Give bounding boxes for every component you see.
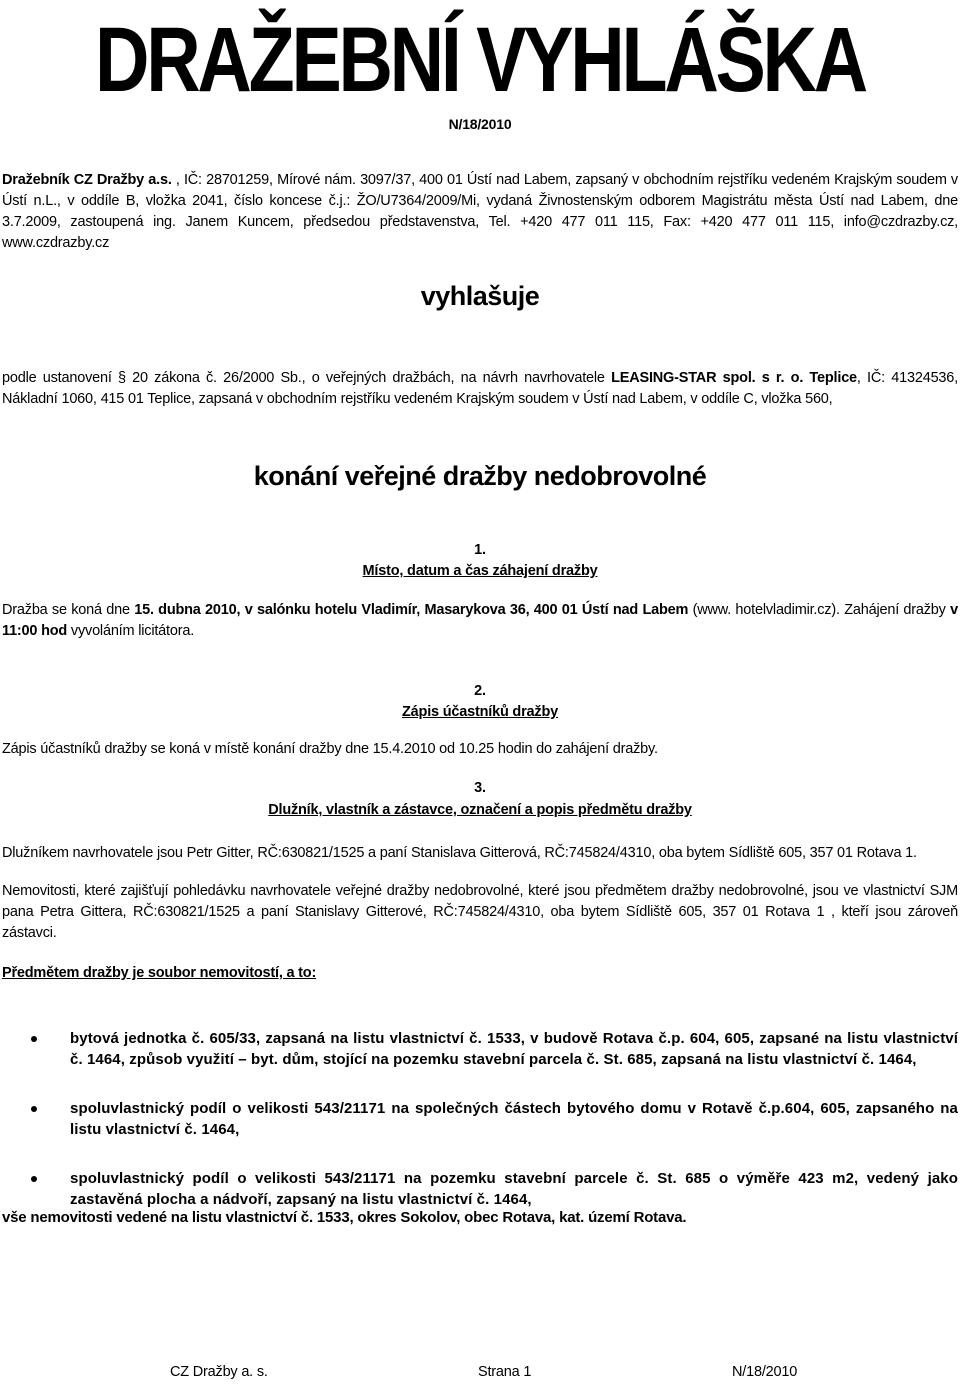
section2-number: 2. bbox=[474, 683, 486, 699]
section2-title: Zápis účastníků dražby bbox=[402, 704, 558, 720]
proposer-details: , IČ: 41324536, Nákladní 1060, 415 01 Teplice, zapsaná v obchodním rejstříku vedeném Krajským soudem v Ústí nad Labem, v oddíle C, vložka 560, bbox=[2, 370, 958, 407]
section2-paragraph: Zápis účastníků dražby se koná v místě konání dražby dne 15.4.2010 od 10.25 hodin do zahájení dražby. bbox=[2, 741, 658, 757]
list-item bbox=[0, 1028, 958, 1070]
subject-item-text: spoluvlastnický podíl o velikosti 543/21171 na společných částech bytového domu v Rotavě č.p.604, 605, zapsaného na listu vlastnictví č. 1464, bbox=[70, 1100, 958, 1138]
legal-basis-paragraph bbox=[2, 368, 958, 410]
subject-item-text: spoluvlastnický podíl o velikosti 543/21171 na pozemku stavební parcele č. St. 685 o výměře 423 m2, vedený jako zastavěná plocha a nádvoří, zapsaný na listu vlastnictví č. 1464, bbox=[70, 1170, 958, 1208]
section1-text2: (www. hotelvladimir.cz). Zahájení dražby bbox=[688, 602, 951, 618]
section3-title: Dlužník, vlastník a zástavce, označení a popis předmětu dražby bbox=[268, 802, 692, 818]
auctioneer-details: , IČ: 28701259, Mírové nám. 3097/37, 400 01 Ústí nad Labem, zapsaný v obchodním rejstříku vedeném Krajským soudem v Ústí n.L., v oddíle B, vložka 2041, číslo koncese č.j.: ŽO/U7364/2009/Mi, vydaná Živnostenským odborem Magistrátu města Ústí nad Labem, dne 3.7.2009, zastoupená ing. Janem Kuncem, předsedou představenstva, Tel. +420 477 011 115, Fax: +420 477 011 115, info@czdrazby.cz, www.czdrazby.cz bbox=[2, 172, 958, 251]
section3-number: 3. bbox=[474, 780, 486, 796]
subject-heading bbox=[2, 963, 958, 984]
footer-reference: N/18/2010 bbox=[732, 1364, 798, 1380]
announces-heading: vyhlašuje bbox=[420, 281, 540, 311]
bullet-icon bbox=[31, 1176, 37, 1182]
summary-paragraph: vše nemovitosti vedené na listu vlastnictví č. 1533, okres Sokolov, obec Rotava, kat. území Rotava. bbox=[2, 1209, 687, 1226]
section1-paragraph bbox=[2, 600, 958, 642]
auction-time: v 11:00 hod bbox=[2, 602, 958, 639]
auction-date-place: 15. dubna 2010, v salónku hotelu Vladimír, Masarykova 36, 400 01 Ústí nad Labem bbox=[134, 602, 689, 618]
debtors-paragraph: Dlužníkem navrhovatele jsou Petr Gitter, RČ:630821/1525 a paní Stanislava Gitterová, RČ:745824/4310, oba bytem Sídliště 605, 357 01 Rotava 1. bbox=[2, 845, 917, 861]
document-title: DRAŽEBNÍ VYHLÁŠKA bbox=[95, 9, 865, 111]
proposer-name: LEASING-STAR spol. s r. o. Teplice bbox=[611, 370, 857, 386]
reference-number: N/18/2010 bbox=[448, 116, 512, 132]
auctioneer-name: CZ Dražby a.s. bbox=[73, 172, 172, 188]
section1-text1: Dražba se koná dne bbox=[2, 602, 135, 618]
bullet-icon bbox=[31, 1106, 37, 1112]
list-item bbox=[0, 1098, 958, 1140]
list-item bbox=[0, 1168, 958, 1210]
subject-item-text: bytová jednotka č. 605/33, zapsaná na listu vlastnictví č. 1533, v budově Rotava č.p. 604, 605, zapsané na listu vlastnictví č. 1464, způsob využití – byt. dům, stojící na pozemku stavební parcela č. St. 685, zapsaná na listu vlastnictví č. 1464, bbox=[70, 1030, 958, 1068]
section1-title: Místo, datum a čas záhajení dražby bbox=[362, 563, 598, 579]
intro-paragraph bbox=[2, 170, 958, 254]
auction-type-heading: konání veřejné dražby nedobrovolné bbox=[253, 461, 707, 491]
auctioneer-label: Dražebník bbox=[2, 172, 70, 188]
owners-paragraph: Nemovitosti, které zajišťují pohledávku navrhovatele veřejné dražby nedobrovolné, které jsou předmětem dražby nedobrovolné, jsou ve vlastnictví SJM pana Petra Gittera, RČ:630821/1525 a paní Stanislavy Gitterové, RČ:745824/4310, oba bytem Sídliště 605, 357 01 Rotava 1 , kteří jsou zároveň zástavci. bbox=[2, 883, 958, 941]
subject-heading-text: Předmětem dražby je soubor nemovitostí, a to: bbox=[2, 965, 317, 981]
footer-page: Strana 1 bbox=[478, 1364, 532, 1380]
footer-company: CZ Dražby a. s. bbox=[170, 1364, 268, 1380]
legal-basis-text: podle ustanovení § 20 zákona č. 26/2000 Sb., o veřejných dražbách, na návrh navrhovatele bbox=[2, 370, 612, 386]
section1-text3: vyvoláním licitátora. bbox=[67, 623, 195, 639]
section1-number: 1. bbox=[474, 542, 486, 558]
bullet-icon bbox=[31, 1036, 37, 1042]
